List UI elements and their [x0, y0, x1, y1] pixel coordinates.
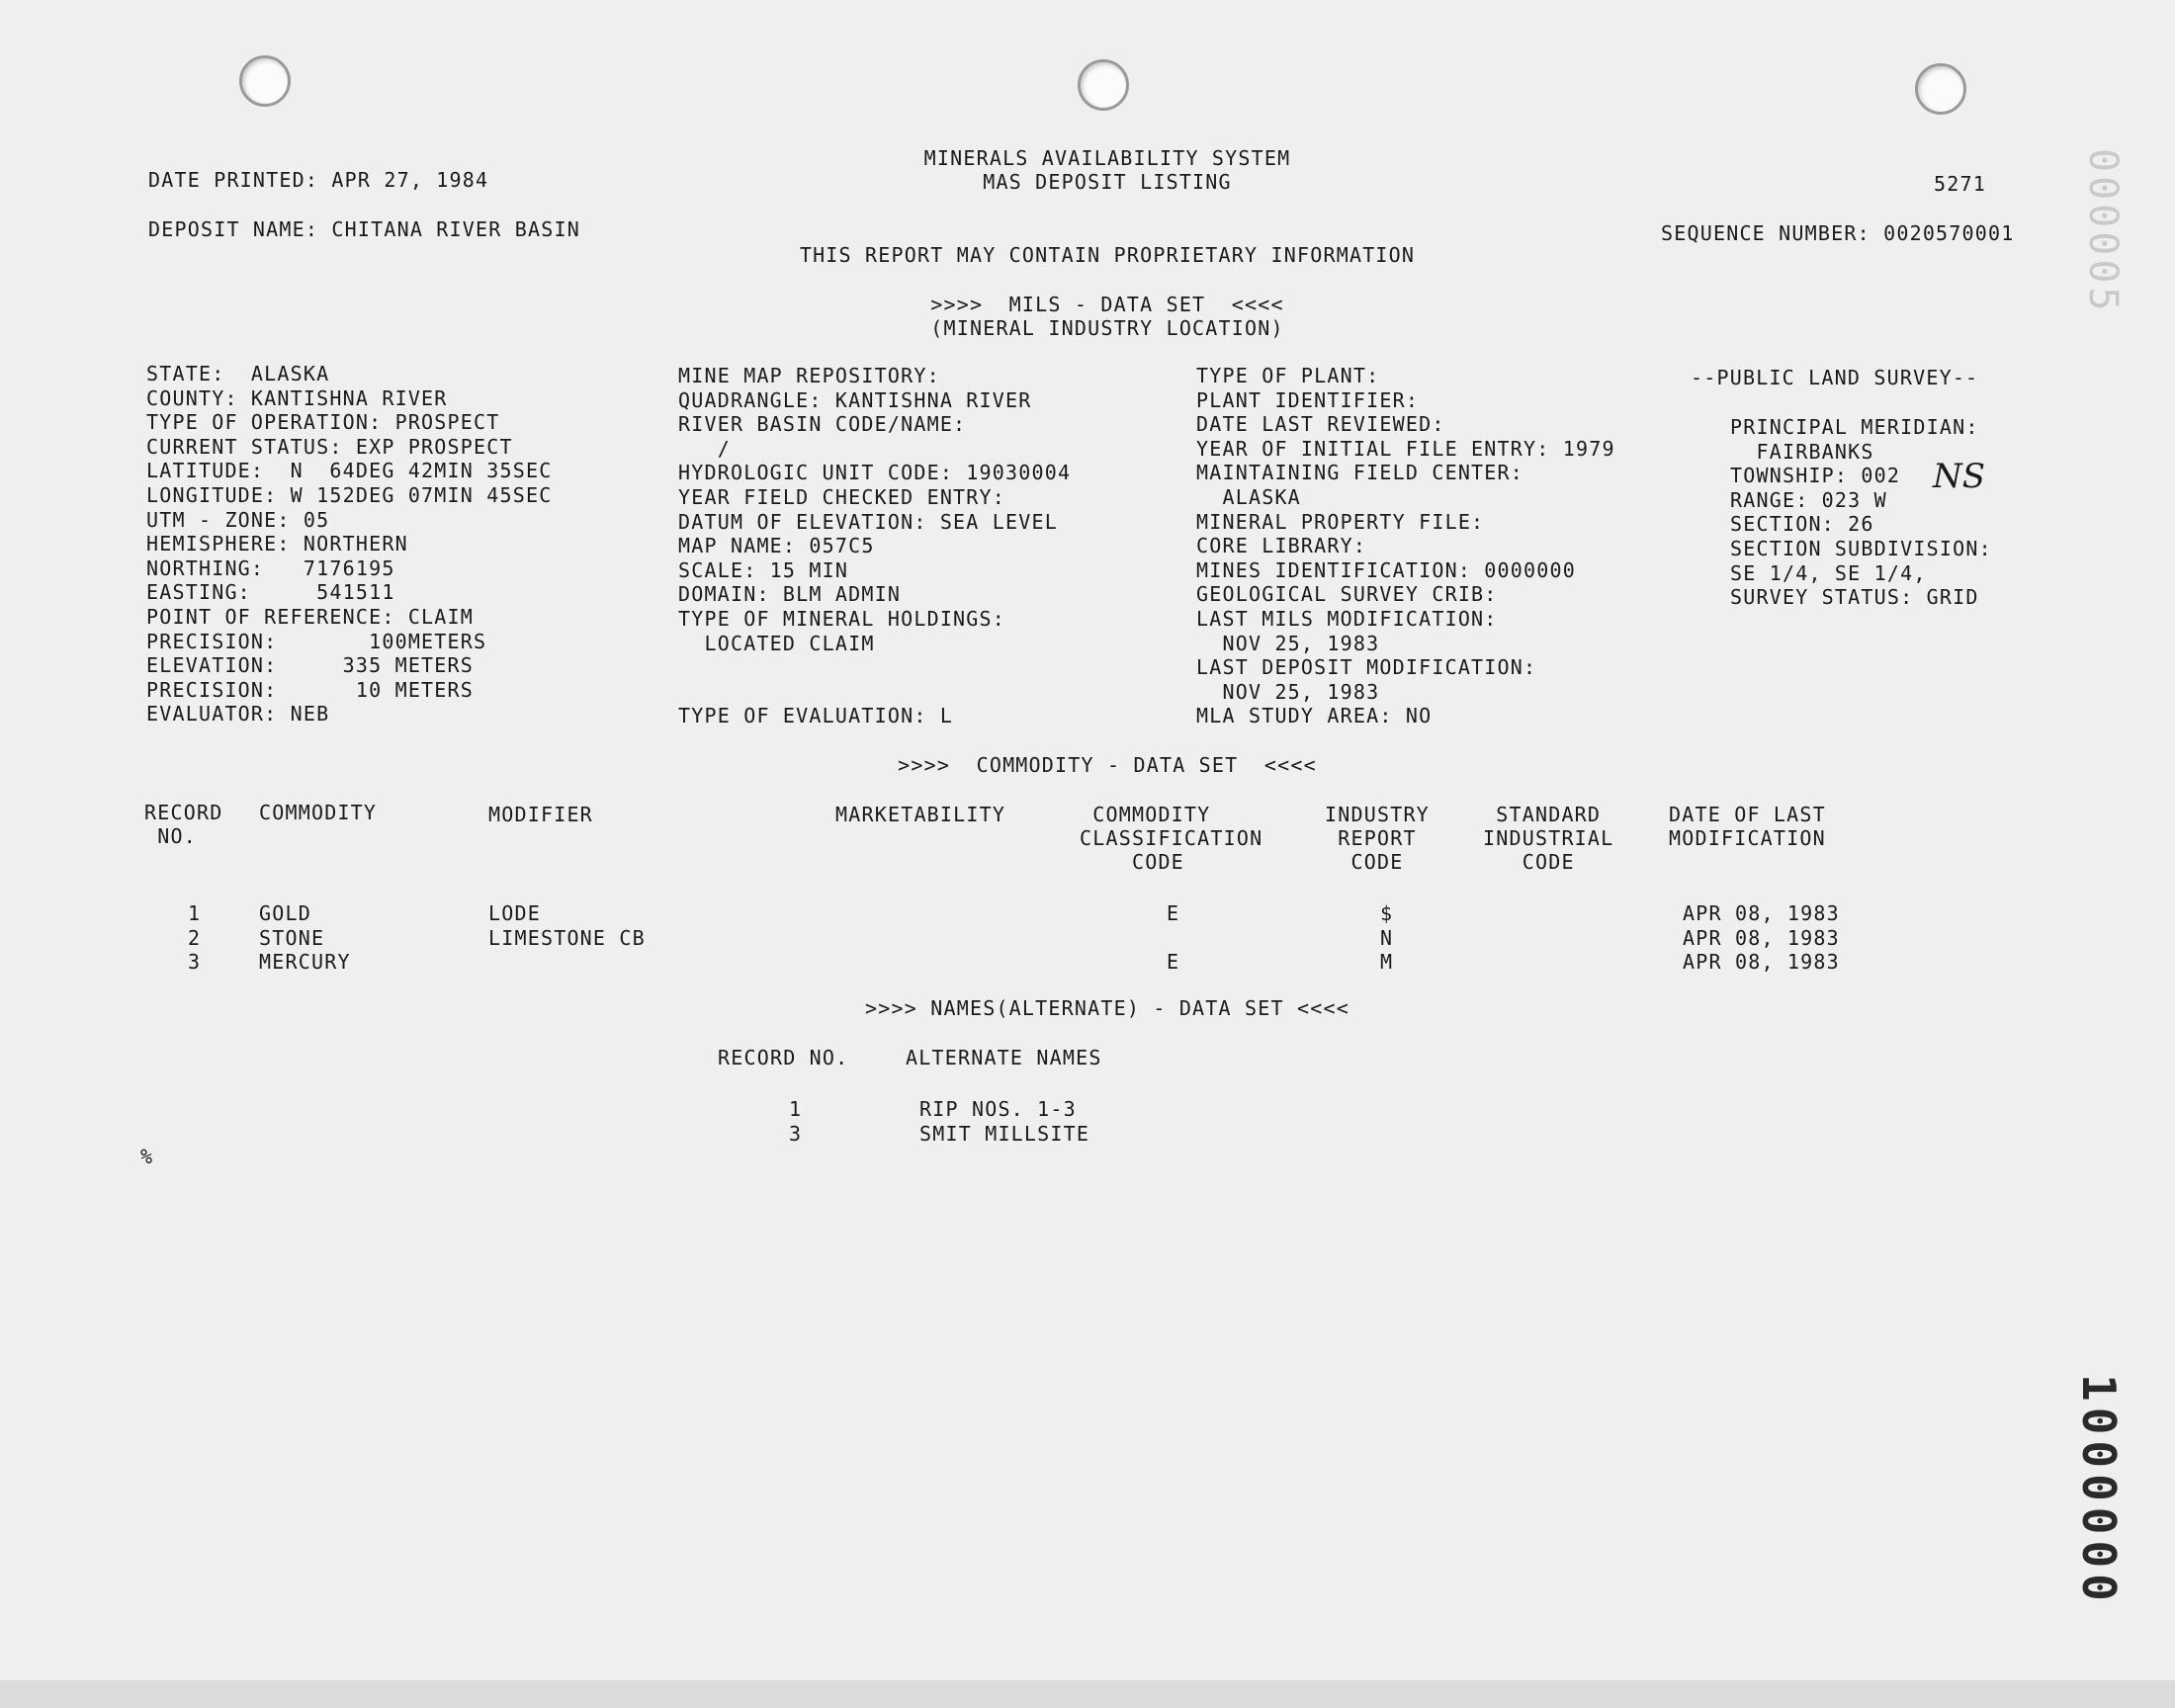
date-printed: DATE PRINTED: APR 27, 1984 — [148, 168, 489, 192]
mils-section-subtitle: (MINERAL INDUSTRY LOCATION) — [930, 316, 1284, 340]
commodity-section-title: >>>> COMMODITY - DATA SET <<<< — [898, 753, 1317, 777]
handwritten-township-note: NS — [1933, 457, 1986, 496]
field-line: SECTION: 26 — [1730, 512, 1874, 537]
field-line: PLANT IDENTIFIER: — [1196, 387, 1420, 412]
cell-alternate-name: SMIT MILLSITE — [919, 1121, 1090, 1146]
cell-classification-code: E — [1167, 901, 1180, 925]
field-line: PRINCIPAL MERIDIAN: — [1730, 415, 1979, 439]
cell-commodity: GOLD — [259, 901, 311, 925]
header-commodity: COMMODITY — [259, 801, 378, 824]
frame-number-stamp: 1000000 — [2072, 1374, 2126, 1607]
field-line: HYDROLOGIC UNIT CODE: 19030004 — [678, 461, 1072, 485]
field-line: SE 1/4, SE 1/4, — [1730, 560, 1927, 585]
cell-date-last-modification: APR 08, 1983 — [1683, 901, 1840, 925]
frame-number-stamp-faded: 000005 — [2080, 148, 2126, 315]
field-line: PRECISION: 100METERS — [146, 629, 487, 653]
cell-commodity: STONE — [259, 925, 325, 950]
field-line: TOWNSHIP: 002 — [1730, 464, 1901, 488]
field-line: NOV 25, 1983 — [1196, 631, 1380, 655]
field-line: YEAR FIELD CHECKED ENTRY: — [678, 485, 1006, 509]
field-line: DATE LAST REVIEWED: — [1196, 412, 1445, 437]
names-header-record-no: RECORD NO. — [718, 1046, 849, 1069]
binder-hole-left — [239, 55, 291, 107]
page-code: 5271 — [1934, 172, 1986, 196]
page-edge — [0, 1680, 2175, 1708]
field-line: TYPE OF MINERAL HOLDINGS: — [678, 607, 1006, 631]
field-line: RIVER BASIN CODE/NAME: — [678, 412, 967, 437]
field-line: DOMAIN: BLM ADMIN — [678, 582, 902, 607]
cell-classification-code: E — [1167, 950, 1180, 974]
end-of-record-mark: % — [140, 1145, 154, 1168]
field-line: / — [678, 436, 731, 461]
field-line: POINT OF REFERENCE: CLAIM — [146, 605, 475, 629]
field-line: DATUM OF ELEVATION: SEA LEVEL — [678, 509, 1058, 534]
cell-date-last-modification: APR 08, 1983 — [1683, 950, 1840, 974]
field-line: RANGE: 023 W — [1730, 487, 1887, 512]
field-line: CORE LIBRARY: — [1196, 534, 1367, 558]
mils-section-title: >>>> MILS - DATA SET <<<< — [930, 293, 1284, 316]
field-line: SECTION SUBDIVISION: — [1730, 537, 1992, 560]
header-standard-industrial-code: STANDARD INDUSTRIAL CODE — [1483, 803, 1614, 874]
field-line: NORTHING: 7176195 — [146, 555, 395, 580]
field-line: UTM - ZONE: 05 — [146, 507, 330, 532]
cell-record-no: 1 — [188, 901, 202, 925]
field-line: MLA STUDY AREA: NO — [1196, 704, 1433, 728]
binder-hole-right — [1915, 63, 1966, 115]
field-line: HEMISPHERE: NORTHERN — [146, 532, 408, 556]
listing-title: MAS DEPOSIT LISTING — [983, 170, 1232, 194]
header-record-no: RECORD NO. — [144, 801, 223, 848]
field-line: ALASKA — [1196, 485, 1301, 509]
header-classification-code: COMMODITY CLASSIFICATION CODE — [1080, 803, 1263, 874]
field-line: SCALE: 15 MIN — [678, 557, 849, 582]
field-line: YEAR OF INITIAL FILE ENTRY: 1979 — [1196, 436, 1615, 461]
field-line: ELEVATION: 335 METERS — [146, 653, 475, 678]
system-title: MINERALS AVAILABILITY SYSTEM — [923, 146, 1291, 170]
header-date-last-modification: DATE OF LAST MODIFICATION — [1669, 803, 1826, 850]
field-line: COUNTY: KANTISHNA RIVER — [146, 385, 448, 410]
cell-alternate-name: RIP NOS. 1-3 — [919, 1097, 1077, 1121]
field-line: SURVEY STATUS: GRID — [1730, 585, 1979, 610]
cell-commodity: MERCURY — [259, 950, 351, 974]
field-line: LOCATED CLAIM — [678, 631, 875, 655]
header-modifier: MODIFIER — [488, 803, 593, 826]
field-line: LAST MILS MODIFICATION: — [1196, 607, 1498, 631]
field-line: MINE MAP REPOSITORY: — [678, 364, 940, 387]
field-line: LATITUDE: N 64DEG 42MIN 35SEC — [146, 459, 553, 483]
field-line: MAP NAME: 057C5 — [678, 534, 875, 558]
cell-modifier: LIMESTONE CB — [488, 925, 646, 950]
field-line: TYPE OF OPERATION: PROSPECT — [146, 410, 500, 435]
names-section-title: >>>> NAMES(ALTERNATE) - DATA SET <<<< — [865, 996, 1349, 1020]
field-line: MINERAL PROPERTY FILE: — [1196, 509, 1485, 534]
names-header-alternate-names: ALTERNATE NAMES — [906, 1046, 1102, 1069]
cell-name-record-no: 3 — [789, 1121, 803, 1146]
cell-date-last-modification: APR 08, 1983 — [1683, 925, 1840, 950]
cell-industry-report-code: N — [1380, 925, 1394, 950]
field-line: LAST DEPOSIT MODIFICATION: — [1196, 655, 1537, 680]
cell-industry-report-code: $ — [1380, 901, 1394, 925]
cell-industry-report-code: M — [1380, 950, 1394, 974]
cell-record-no: 2 — [188, 925, 202, 950]
cell-modifier: LODE — [488, 901, 541, 925]
deposit-name: DEPOSIT NAME: CHITANA RIVER BASIN — [148, 217, 580, 241]
field-line: CURRENT STATUS: EXP PROSPECT — [146, 434, 513, 459]
field-line: QUADRANGLE: KANTISHNA RIVER — [678, 387, 1032, 412]
field-line: LONGITUDE: W 152DEG 07MIN 45SEC — [146, 483, 553, 507]
cell-record-no: 3 — [188, 950, 202, 974]
public-land-survey-title: --PUBLIC LAND SURVEY-- — [1691, 366, 1979, 389]
proprietary-notice: THIS REPORT MAY CONTAIN PROPRIETARY INFORMATION — [799, 243, 1416, 267]
sequence-number: SEQUENCE NUMBER: 0020570001 — [1661, 221, 2015, 245]
field-line: GEOLOGICAL SURVEY CRIB: — [1196, 582, 1498, 607]
field-line: MINES IDENTIFICATION: 0000000 — [1196, 557, 1576, 582]
header-industry-report-code: INDUSTRY REPORT CODE — [1325, 803, 1430, 874]
binder-hole-center — [1078, 59, 1129, 111]
field-line: MAINTAINING FIELD CENTER: — [1196, 461, 1524, 485]
field-line: TYPE OF PLANT: — [1196, 364, 1380, 387]
field-line: EASTING: 541511 — [146, 580, 395, 605]
field-line: TYPE OF EVALUATION: L — [678, 704, 954, 728]
field-line: PRECISION: 10 METERS — [146, 677, 475, 702]
cell-name-record-no: 1 — [789, 1097, 803, 1121]
field-line: FAIRBANKS — [1730, 439, 1874, 464]
field-line: EVALUATOR: NEB — [146, 702, 330, 726]
header-marketability: MARKETABILITY — [835, 803, 1006, 826]
field-line: STATE: ALASKA — [146, 362, 330, 385]
field-line: NOV 25, 1983 — [1196, 679, 1380, 704]
